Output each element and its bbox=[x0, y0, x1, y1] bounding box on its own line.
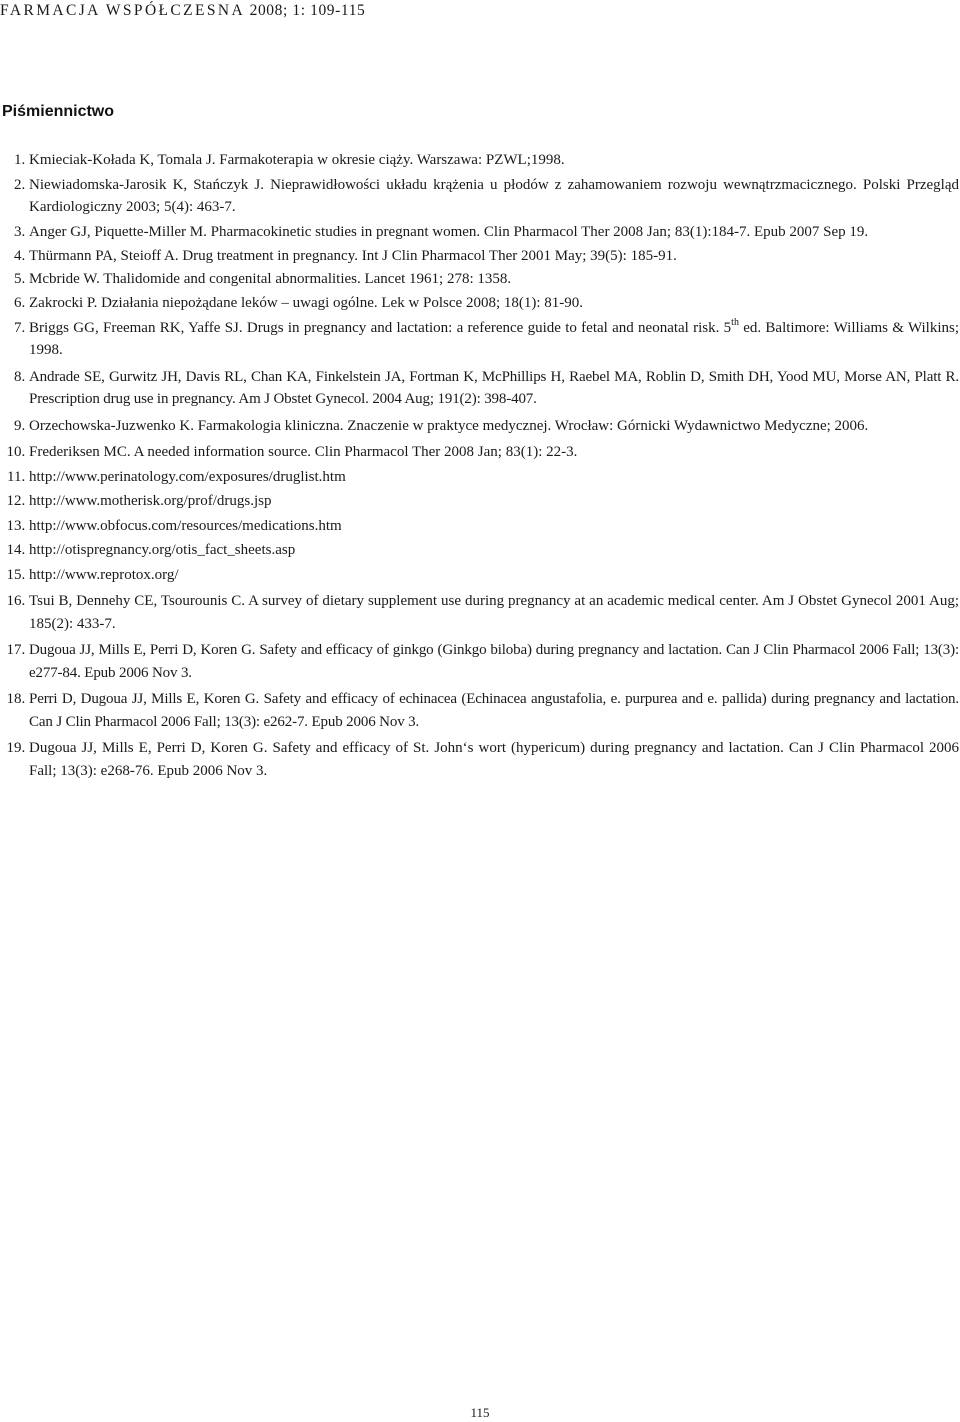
reference-number: 12. bbox=[6, 493, 26, 509]
reference-text: Tsui B, Dennehy CE, Tsourounis C. A survey of dietary supplement use during pregnancy at an academic medical center. Am J Obstet Gynecol 2001 Aug; 185(2): 433-7. bbox=[29, 593, 959, 632]
reference-text: Thürmann PA, Steioff A. Drug treatment in pregnancy. Int J Clin Pharmacol Ther 2001 May; 39(5): 185-91. bbox=[29, 248, 677, 264]
reference-number: 8. bbox=[14, 368, 26, 385]
reference-15 bbox=[0, 564, 960, 587]
reference-7 bbox=[0, 317, 960, 362]
reference-1 bbox=[0, 149, 960, 172]
reference-text: Frederiksen MC. A needed information source. Clin Pharmacol Ther 2008 Jan; 83(1): 22-3. bbox=[29, 444, 578, 460]
reference-number: 18. bbox=[6, 691, 26, 707]
reference-text bbox=[29, 317, 960, 362]
reference-link: http://otispregnancy.org/otis_fact_sheets.asp bbox=[29, 542, 296, 558]
reference-text: Anger GJ, Piquette-Miller M. Pharmacokinetic studies in pregnant women. Clin Pharmacol Ther 2008 Jan; 83(1):184-7. Epub 2007 Sep 19. bbox=[29, 223, 869, 240]
reference-17 bbox=[0, 639, 960, 684]
reference-link: http://www.motherisk.org/prof/drugs.jsp bbox=[29, 493, 272, 509]
reference-14 bbox=[0, 539, 960, 562]
reference-19 bbox=[0, 737, 960, 782]
reference-number: 7. bbox=[14, 319, 26, 336]
ordinal-suffix: th bbox=[731, 316, 739, 328]
reference-10 bbox=[0, 441, 960, 464]
reference-3 bbox=[0, 221, 960, 244]
reference-text-part: ed. Baltimore: Williams & Wilkins; 1998. bbox=[29, 319, 960, 358]
reference-number: 10. bbox=[6, 444, 26, 460]
reference-number: 17. bbox=[6, 642, 26, 658]
reference-number: 3. bbox=[14, 223, 26, 240]
reference-list bbox=[0, 149, 960, 782]
reference-9 bbox=[0, 415, 960, 438]
journal-name: FARMACJA WSPÓŁCZESNA bbox=[0, 2, 246, 19]
reference-text-part: Briggs GG, Freeman RK, Yaffe SJ. Drugs in pregnancy and lactation: a reference guide to fetal and neonatal risk. 5 bbox=[29, 319, 732, 336]
reference-6 bbox=[0, 292, 960, 315]
reference-text: Dugoua JJ, Mills E, Perri D, Koren G. Safety and efficacy of ginkgo (Ginkgo biloba) during pregnancy and lactation. Can J Clin Pharmacol 2006 Fall; 13(3): e277-84. Epub 2006 Nov 3. bbox=[29, 642, 959, 681]
reference-4 bbox=[0, 245, 960, 268]
reference-11 bbox=[0, 466, 960, 489]
reference-link: http://www.perinatology.com/exposures/druglist.htm bbox=[29, 468, 346, 485]
reference-number: 14. bbox=[6, 542, 26, 558]
reference-number: 2. bbox=[14, 176, 26, 193]
reference-number: 1. bbox=[14, 152, 26, 168]
running-head bbox=[0, 2, 365, 20]
reference-text: Orzechowska-Juzwenko K. Farmakologia kliniczna. Znaczenie w praktyce medycznej. Wrocław: Górnicki Wydawnictwo Medyczne; 2006. bbox=[29, 417, 869, 434]
reference-8 bbox=[0, 366, 960, 411]
reference-text: Perri D, Dugoua JJ, Mills E, Koren G. Safety and efficacy of echinacea (Echinacea angustafolia, e. purpurea and e. pallida) during pregnancy and lactation. Can J Clin Pharmacol 2006 Fall; 13(3): e262-7. Epub 2006 Nov 3. bbox=[29, 691, 959, 730]
reference-16 bbox=[0, 590, 960, 635]
reference-number: 9. bbox=[14, 417, 26, 434]
reference-number: 15. bbox=[6, 566, 26, 583]
reference-number: 19. bbox=[6, 740, 26, 756]
reference-number: 5. bbox=[14, 270, 26, 287]
reference-link: http://www.reprotox.org/ bbox=[29, 566, 179, 583]
reference-text: Mcbride W. Thalidomide and congenital abnormalities. Lancet 1961; 278: 1358. bbox=[29, 270, 512, 287]
reference-text: Niewiadomska-Jarosik K, Stańczyk J. Nieprawidłowości układu krążenia u płodów z zahamowaniem rozwoju wewnątrzmacicznego. Polski Przegląd Kardiologiczny 2003; 5(4): 463-7. bbox=[29, 176, 959, 215]
reference-13 bbox=[0, 515, 960, 538]
reference-number: 11. bbox=[7, 468, 26, 485]
reference-text: Dugoua JJ, Mills E, Perri D, Koren G. Safety and efficacy of St. John‘s wort (hypericum) during pregnancy and lactation. Can J Clin Pharmacol 2006 Fall; 13(3): e268-76. Epub 2006 Nov 3. bbox=[29, 740, 959, 779]
reference-text: Kmieciak-Kołada K, Tomala J. Farmakoterapia w okresie ciąży. Warszawa: PZWL;1998. bbox=[29, 152, 565, 168]
reference-text: Andrade SE, Gurwitz JH, Davis RL, Chan KA, Finkelstein JA, Fortman K, McPhillips H, Raebel MA, Roblin D, Smith DH, Yood MU, Morse AN, Platt R. Prescription drug use in pregnancy. Am J Obstet Gynecol. 2004 Aug; 191(2): 398-407. bbox=[29, 368, 959, 407]
reference-number: 16. bbox=[6, 593, 26, 609]
page-number: 115 bbox=[470, 1405, 490, 1420]
reference-number: 4. bbox=[14, 248, 26, 264]
section-title: Piśmiennictwo bbox=[2, 103, 115, 120]
reference-number: 13. bbox=[6, 517, 26, 534]
reference-number: 6. bbox=[14, 295, 26, 311]
reference-text: Zakrocki P. Działania niepożądane leków – uwagi ogólne. Lek w Polsce 2008; 18(1): 81-90. bbox=[29, 295, 584, 311]
reference-2 bbox=[0, 174, 960, 219]
journal-citation: 2008; 1: 109-115 bbox=[249, 2, 366, 19]
reference-18 bbox=[0, 688, 960, 733]
reference-5 bbox=[0, 268, 960, 291]
reference-12 bbox=[0, 490, 960, 513]
reference-link: http://www.obfocus.com/resources/medications.htm bbox=[29, 517, 342, 534]
